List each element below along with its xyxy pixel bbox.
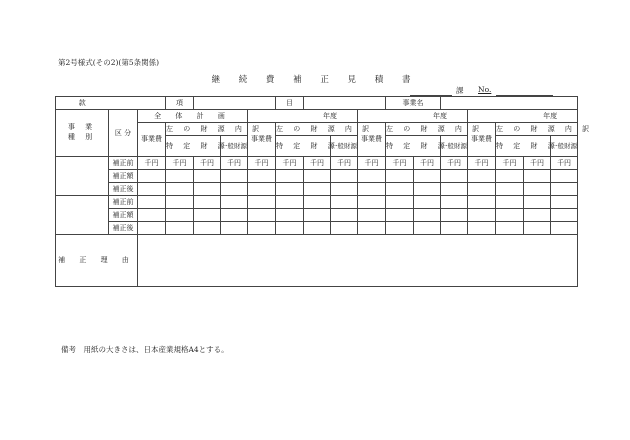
value-cell[interactable]: [524, 183, 551, 196]
value-cell[interactable]: [194, 222, 221, 235]
value-cell[interactable]: [414, 222, 441, 235]
ippan-zaigen-header-2: 一般財源: [331, 136, 358, 157]
row-label: 補正前: [109, 196, 138, 209]
value-cell[interactable]: [331, 209, 358, 222]
value-cell[interactable]: [468, 170, 496, 183]
value-cell[interactable]: [386, 196, 414, 209]
value-cell[interactable]: [441, 183, 468, 196]
value-cell[interactable]: [441, 209, 468, 222]
jigyohi-header-1: 事業費: [138, 123, 166, 157]
value-cell[interactable]: [276, 183, 304, 196]
value-cell[interactable]: [221, 183, 248, 196]
value-cell[interactable]: [304, 209, 331, 222]
jigyo-mei-field[interactable]: [441, 97, 578, 110]
value-cell[interactable]: [194, 196, 221, 209]
zentai-keikaku-header: 全 体 計 画: [138, 110, 248, 123]
value-cell[interactable]: [551, 183, 578, 196]
value-cell[interactable]: [468, 196, 496, 209]
document-title: 継 続 費 補 正 見 積 書: [211, 75, 419, 85]
value-cell[interactable]: [221, 196, 248, 209]
value-cell[interactable]: [358, 170, 386, 183]
value-cell[interactable]: [524, 209, 551, 222]
value-cell[interactable]: [386, 222, 414, 235]
unit-label: 千円: [138, 157, 166, 170]
value-cell[interactable]: [496, 222, 524, 235]
jigyo-shubetsu-cell-2[interactable]: [56, 196, 109, 235]
unit-label: 千円: [358, 157, 386, 170]
unit-label: 千円: [551, 157, 578, 170]
unit-label: 千円: [468, 157, 496, 170]
unit-label: 千円: [496, 157, 524, 170]
nendo-header-2: 年度: [358, 110, 468, 123]
table-row: [56, 183, 578, 196]
value-cell[interactable]: [414, 170, 441, 183]
uchiwake-header-4: 左 の 財 源 内 訳: [496, 123, 578, 136]
value-cell[interactable]: [551, 222, 578, 235]
value-cell[interactable]: [386, 170, 414, 183]
value-cell[interactable]: [441, 170, 468, 183]
value-cell[interactable]: [551, 170, 578, 183]
value-cell[interactable]: [248, 183, 276, 196]
row-label: 補正後: [109, 183, 138, 196]
value-cell[interactable]: [138, 170, 166, 183]
unit-label: 千円: [524, 157, 551, 170]
value-cell[interactable]: [276, 196, 304, 209]
value-cell[interactable]: [248, 170, 276, 183]
uchiwake-header-3: 左 の 財 源 内 訳: [386, 123, 468, 136]
value-cell[interactable]: [194, 183, 221, 196]
reason-field[interactable]: [138, 235, 578, 287]
department-number-line: [410, 85, 553, 96]
form-id: 第2号様式(その2)(第5条関係): [58, 58, 160, 67]
value-cell[interactable]: [468, 183, 496, 196]
value-cell[interactable]: [304, 196, 331, 209]
kou-label: 項: [166, 97, 194, 110]
kan-field[interactable]: [109, 97, 166, 110]
value-cell[interactable]: [276, 222, 304, 235]
unit-label: 千円: [221, 157, 248, 170]
reason-row: [56, 235, 578, 287]
unit-label: 千円: [441, 157, 468, 170]
value-cell[interactable]: [166, 209, 194, 222]
unit-label: 千円: [166, 157, 194, 170]
value-cell[interactable]: [524, 222, 551, 235]
row-label: 補正後: [109, 222, 138, 235]
value-cell[interactable]: [414, 209, 441, 222]
value-cell[interactable]: [358, 183, 386, 196]
value-cell[interactable]: [276, 209, 304, 222]
top-row: [56, 97, 578, 110]
value-cell[interactable]: [304, 222, 331, 235]
tokutei-zaigen-header-2: 特 定 財 源: [276, 136, 331, 157]
value-cell[interactable]: [166, 183, 194, 196]
table-row: [56, 209, 578, 222]
value-cell[interactable]: [496, 209, 524, 222]
nendo-header-1: 年度: [248, 110, 358, 123]
tokutei-zaigen-header-4: 特 定 財 源: [496, 136, 551, 157]
value-cell[interactable]: [304, 170, 331, 183]
value-cell[interactable]: [221, 222, 248, 235]
value-cell[interactable]: [468, 222, 496, 235]
value-cell[interactable]: [331, 183, 358, 196]
ippan-zaigen-header-1: 一般財源: [221, 136, 248, 157]
value-cell[interactable]: [358, 209, 386, 222]
remarks: 備考 用紙の大きさは、日本産業規格A4とする。: [61, 345, 229, 354]
value-cell[interactable]: [194, 209, 221, 222]
value-cell[interactable]: [138, 209, 166, 222]
value-cell[interactable]: [166, 196, 194, 209]
nendo-header-3: 年度: [468, 110, 578, 123]
jigyohi-header-2: 事業費: [248, 123, 276, 157]
value-cell[interactable]: [221, 170, 248, 183]
value-cell[interactable]: [386, 183, 414, 196]
value-cell[interactable]: [248, 222, 276, 235]
value-cell[interactable]: [524, 170, 551, 183]
table-row: [56, 157, 578, 170]
value-cell[interactable]: [496, 196, 524, 209]
jigyo-shubetsu-cell-1[interactable]: [56, 157, 109, 196]
value-cell[interactable]: [248, 196, 276, 209]
uchiwake-header-1: 左 の 財 源 内 訳: [166, 123, 248, 136]
moku-field[interactable]: [304, 97, 386, 110]
header-row-1: [56, 110, 578, 123]
table-row: [56, 222, 578, 235]
value-cell[interactable]: [358, 222, 386, 235]
reason-label: 補 正 理 由: [56, 235, 138, 287]
value-cell[interactable]: [496, 183, 524, 196]
value-cell[interactable]: [496, 170, 524, 183]
tokutei-zaigen-header-3: 特 定 財 源: [386, 136, 441, 157]
value-cell[interactable]: [304, 183, 331, 196]
unit-label: 千円: [304, 157, 331, 170]
unit-label: 千円: [414, 157, 441, 170]
value-cell[interactable]: [331, 170, 358, 183]
value-cell[interactable]: [414, 196, 441, 209]
row-label: 補正額: [109, 170, 138, 183]
department-label: 課: [456, 86, 464, 95]
estimate-table: [55, 96, 594, 287]
unit-label: 千円: [331, 157, 358, 170]
value-cell[interactable]: [248, 209, 276, 222]
value-cell[interactable]: [138, 222, 166, 235]
unit-label: 千円: [248, 157, 276, 170]
value-cell[interactable]: [468, 209, 496, 222]
ippan-zaigen-header-3: 一般財源: [441, 136, 468, 157]
jigyohi-header-3: 事業費: [358, 123, 386, 157]
value-cell[interactable]: [331, 196, 358, 209]
value-cell[interactable]: [221, 209, 248, 222]
value-cell[interactable]: [551, 209, 578, 222]
ippan-zaigen-header-4: 一般財源: [551, 136, 578, 157]
row-label: 補正額: [109, 209, 138, 222]
jigyo-shubetsu-header: 事 業 種 別: [56, 110, 109, 157]
value-cell[interactable]: [276, 170, 304, 183]
kou-field[interactable]: [194, 97, 276, 110]
table-row: [56, 196, 578, 209]
value-cell[interactable]: [441, 196, 468, 209]
value-cell[interactable]: [358, 196, 386, 209]
value-cell[interactable]: [166, 222, 194, 235]
number-label: No.: [478, 85, 492, 94]
jigyohi-header-4: 事業費: [468, 123, 496, 157]
moku-label: 目: [276, 97, 304, 110]
value-cell[interactable]: [414, 183, 441, 196]
value-cell[interactable]: [441, 222, 468, 235]
value-cell[interactable]: [138, 196, 166, 209]
value-cell[interactable]: [194, 170, 221, 183]
jigyo-mei-label: 事業名: [386, 97, 441, 110]
value-cell[interactable]: [138, 183, 166, 196]
kubun-header: 区 分: [109, 110, 138, 157]
value-cell[interactable]: [551, 196, 578, 209]
table-row: [56, 170, 578, 183]
value-cell[interactable]: [386, 209, 414, 222]
unit-label: 千円: [386, 157, 414, 170]
kan-label: 款: [56, 97, 109, 110]
unit-label: 千円: [276, 157, 304, 170]
uchiwake-header-2: 左 の 財 源 内 訳: [276, 123, 358, 136]
tokutei-zaigen-header-1: 特 定 財 源: [166, 136, 221, 157]
row-label: 補正前: [109, 157, 138, 170]
value-cell[interactable]: [524, 196, 551, 209]
unit-label: 千円: [194, 157, 221, 170]
value-cell[interactable]: [166, 170, 194, 183]
value-cell[interactable]: [331, 222, 358, 235]
